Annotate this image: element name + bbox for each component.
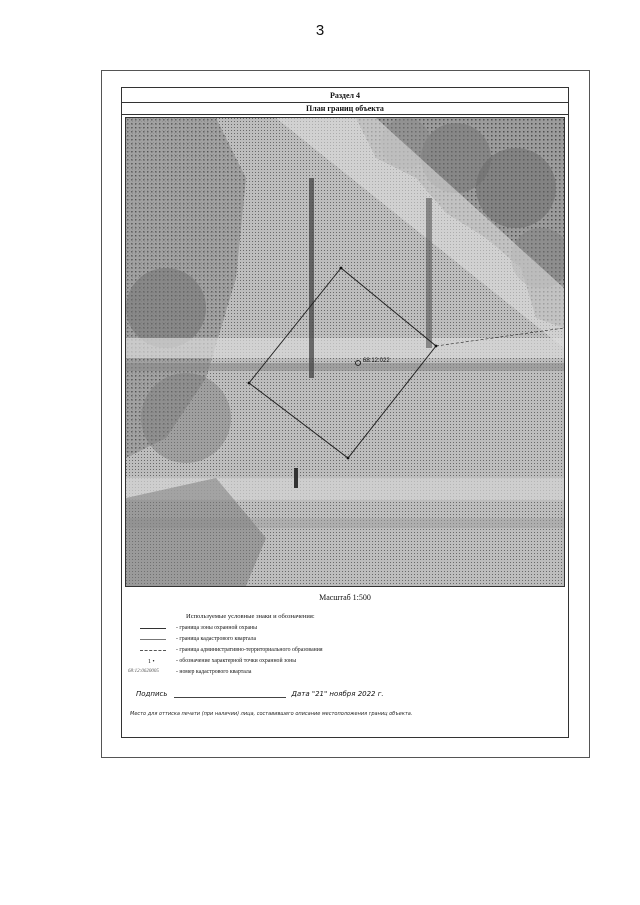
plan-frame <box>121 87 569 738</box>
legend-dashed-line-symbol <box>126 645 172 655</box>
signature-block <box>136 690 384 698</box>
legend-item-text: - граница административно-территориального образования <box>176 647 323 653</box>
plan-title: План границ объекта <box>122 103 568 115</box>
signature-label: Подпись <box>136 690 168 698</box>
legend-code-symbol: 68:12:0620005 <box>128 669 159 674</box>
legend-title: Используемые условные знаки и обозначения: <box>186 613 315 620</box>
legend-item <box>126 645 323 655</box>
boundary-point <box>340 267 343 270</box>
legend-item <box>126 667 251 677</box>
legend-item-text: - обозначение характерной точки охранной зоны <box>176 658 297 664</box>
signature-line <box>174 697 286 698</box>
legend-item-text: - номер кадастрового квартала <box>176 669 252 675</box>
boundary-point <box>435 345 438 348</box>
signature-date: Дата "21" ноября 2022 г. <box>291 690 384 698</box>
legend-point-symbol: 1 • <box>148 659 155 665</box>
legend-item <box>126 656 296 666</box>
map-point-label: 68:12:022 <box>363 358 390 364</box>
map-image <box>126 118 564 586</box>
aerial-map <box>125 117 565 587</box>
boundary-point <box>347 457 350 460</box>
page-number: 3 <box>315 22 325 39</box>
legend-thin-line-symbol <box>126 634 172 644</box>
legend-item-text: - граница кадастрового квартала <box>176 636 257 642</box>
scale-label: Масштаб 1:500 <box>319 593 371 602</box>
legend-solid-line-symbol <box>126 623 172 633</box>
legend-item-text: - граница зоны охранной охраны <box>176 625 258 631</box>
section-heading: Раздел 4 <box>122 88 568 103</box>
legend-item <box>126 623 257 633</box>
legend-item <box>126 634 256 644</box>
boundary-point <box>248 382 251 385</box>
stamp-footnote: Место для оттиска печати (при наличии) лица, составившего описание местоположения границ объекта. <box>130 711 413 717</box>
